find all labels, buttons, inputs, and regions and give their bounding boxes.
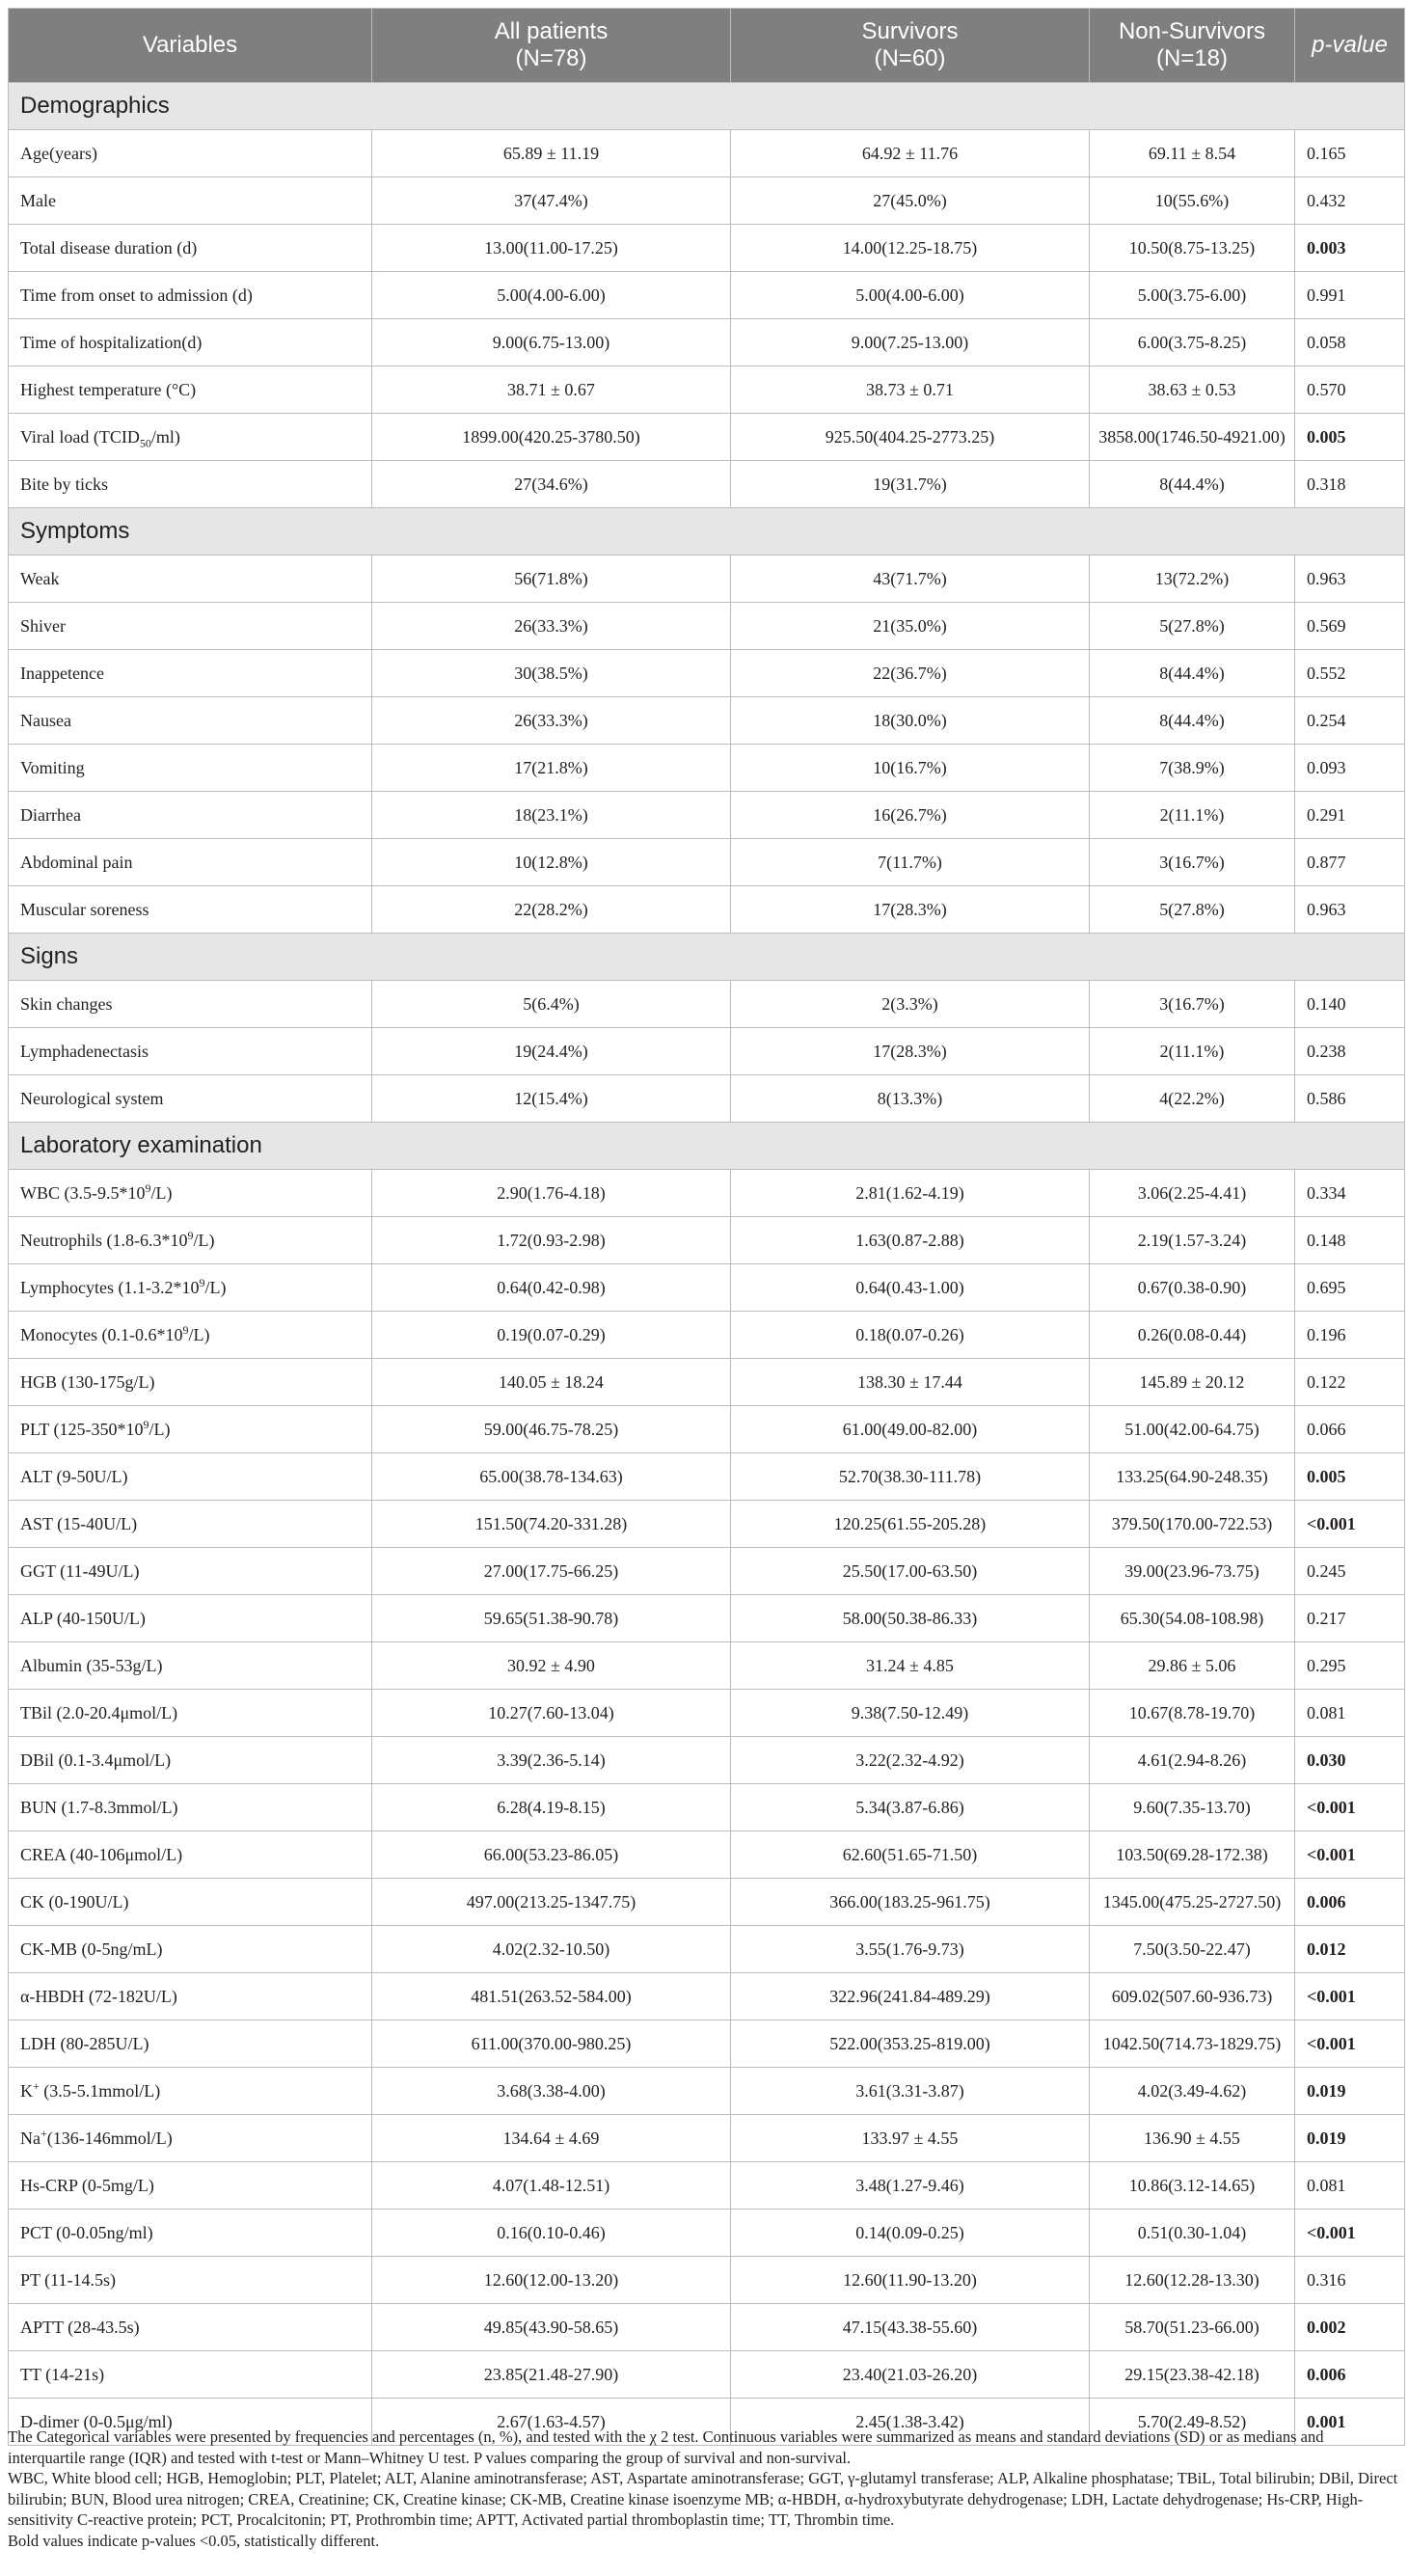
non-survivors-cell: 2.19(1.57-3.24) (1090, 1217, 1295, 1264)
non-survivors-cell: 5.00(3.75-6.00) (1090, 272, 1295, 319)
non-survivors-cell: 8(44.4%) (1090, 461, 1295, 508)
non-survivors-cell: 8(44.4%) (1090, 697, 1295, 745)
survivors-cell: 0.64(0.43-1.00) (731, 1264, 1090, 1312)
survivors-cell: 3.61(3.31-3.87) (731, 2068, 1090, 2115)
table-row (9, 225, 1405, 272)
survivors-cell: 12.60(11.90-13.20) (731, 2257, 1090, 2304)
survivors-cell: 2.45(1.38-3.42) (731, 2399, 1090, 2446)
table-row (9, 792, 1405, 839)
all-patients-cell: 0.16(0.10-0.46) (372, 2210, 731, 2257)
variable-cell: Neutrophils $(1.8-6.3*10^9/L)$ (9, 1217, 372, 1264)
variable-cell: Lymphadenectasis (9, 1028, 372, 1075)
p-value-cell: 0.963 (1295, 886, 1405, 934)
survivors-cell: 9.00(7.25-13.00) (731, 319, 1090, 366)
p-value-cell: 0.695 (1295, 1264, 1405, 1312)
variable-cell: Hs-CRP (0-5mg/L) (9, 2162, 372, 2210)
survivors-cell: 522.00(353.25-819.00) (731, 2020, 1090, 2068)
table-row (9, 2210, 1405, 2257)
non-survivors-cell: 3858.00(1746.50-4921.00) (1090, 414, 1295, 461)
table-row (9, 2115, 1405, 2162)
non-survivors-cell: 10.86(3.12-14.65) (1090, 2162, 1295, 2210)
variable-cell: CK-MB (0-5ng/mL) (9, 1926, 372, 1973)
all-patients-cell: 27(34.6%) (372, 461, 731, 508)
non-survivors-cell: 65.30(54.08-108.98) (1090, 1595, 1295, 1642)
p-value-cell: 0.019 (1295, 2115, 1405, 2162)
survivors-cell: 19(31.7%) (731, 461, 1090, 508)
survivors-cell: 0.18(0.07-0.26) (731, 1312, 1090, 1359)
non-survivors-cell: 3(16.7%) (1090, 981, 1295, 1028)
section-title: Laboratory examination (9, 1123, 1405, 1170)
table-row (9, 319, 1405, 366)
p-value-cell: 0.066 (1295, 1406, 1405, 1453)
p-value-cell: <0.001 (1295, 1973, 1405, 2020)
variable-cell: D-dimer (0-0.5μg/ml) (9, 2399, 372, 2446)
variable-cell: Skin changes (9, 981, 372, 1028)
non-survivors-cell: 7.50(3.50-22.47) (1090, 1926, 1295, 1973)
survivors-cell: 9.38(7.50-12.49) (731, 1690, 1090, 1737)
table-row (9, 650, 1405, 697)
variable-cell: Diarrhea (9, 792, 372, 839)
p-value-cell: 0.081 (1295, 1690, 1405, 1737)
p-value-cell: 0.005 (1295, 1453, 1405, 1501)
table-row (9, 414, 1405, 461)
all-patients-cell: 5.00(4.00-6.00) (372, 272, 731, 319)
survivors-cell: 2(3.3%) (731, 981, 1090, 1028)
table-row (9, 366, 1405, 414)
all-patients-cell: 30.92 ± 4.90 (372, 1642, 731, 1690)
all-patients-cell: 5(6.4%) (372, 981, 731, 1028)
header-non-survivors: Non-Survivors (N=18) (1090, 9, 1295, 83)
non-survivors-cell: 1042.50(714.73-1829.75) (1090, 2020, 1295, 2068)
survivors-cell: 61.00(49.00-82.00) (731, 1406, 1090, 1453)
variable-cell: Abdominal pain (9, 839, 372, 886)
all-patients-cell: 22(28.2%) (372, 886, 731, 934)
all-patients-cell: 4.02(2.32-10.50) (372, 1926, 731, 1973)
non-survivors-cell: 0.26(0.08-0.44) (1090, 1312, 1295, 1359)
variable-cell: Monocytes $(0.1-0.6*10^9/L)$ (9, 1312, 372, 1359)
non-survivors-cell: 0.51(0.30-1.04) (1090, 2210, 1295, 2257)
variable-cell: Bite by ticks (9, 461, 372, 508)
p-value-cell: 0.006 (1295, 2351, 1405, 2399)
survivors-cell: 5.34(3.87-6.86) (731, 1784, 1090, 1831)
survivors-cell: 5.00(4.00-6.00) (731, 272, 1090, 319)
survivors-cell: 17(28.3%) (731, 1028, 1090, 1075)
header-variables: Variables (9, 9, 372, 83)
footnote-methods: The Categorical variables were presented by frequencies and percentages (n, %), and tested with the χ 2 test. Continuous variables were summarized as means and standard deviations (SD) or as medians and interquartile range (IQR) and tested with t-test or Mann–Whitney U test. P values comparing the group of survival and non-survival. (8, 2427, 1324, 2467)
table-row (9, 2162, 1405, 2210)
all-patients-cell: 134.64 ± 4.69 (372, 2115, 731, 2162)
p-value-cell: 0.245 (1295, 1548, 1405, 1595)
p-value-cell: 0.140 (1295, 981, 1405, 1028)
section-title: Demographics (9, 83, 1405, 130)
variable-cell: CK (0-190U/L) (9, 1879, 372, 1926)
p-value-cell: <0.001 (1295, 1784, 1405, 1831)
variable-cell: Na+(136-146mmol/L) (9, 2115, 372, 2162)
non-survivors-cell: 13(72.2%) (1090, 556, 1295, 603)
variable-cell: Total disease duration (d) (9, 225, 372, 272)
p-value-cell: 0.002 (1295, 2304, 1405, 2351)
non-survivors-cell: 29.15(23.38-42.18) (1090, 2351, 1295, 2399)
table-row (9, 745, 1405, 792)
all-patients-cell: 611.00(370.00-980.25) (372, 2020, 731, 2068)
non-survivors-cell: 8(44.4%) (1090, 650, 1295, 697)
all-patients-cell: 30(38.5%) (372, 650, 731, 697)
variable-cell: GGT (11-49U/L) (9, 1548, 372, 1595)
variable-cell: Viral load $(TCID_{50}/ml)$ (9, 414, 372, 461)
p-value-cell: 0.122 (1295, 1359, 1405, 1406)
all-patients-cell: 0.19(0.07-0.29) (372, 1312, 731, 1359)
survivors-cell: 10(16.7%) (731, 745, 1090, 792)
table-row (9, 461, 1405, 508)
survivors-cell: 14.00(12.25-18.75) (731, 225, 1090, 272)
clinical-characteristics-table (8, 8, 1405, 2446)
p-value-cell: 0.586 (1295, 1075, 1405, 1123)
table-row (9, 130, 1405, 177)
non-survivors-cell: 0.67(0.38-0.90) (1090, 1264, 1295, 1312)
non-survivors-cell: 5(27.8%) (1090, 603, 1295, 650)
all-patients-cell: 4.07(1.48-12.51) (372, 2162, 731, 2210)
all-patients-cell: 59.65(51.38-90.78) (372, 1595, 731, 1642)
all-patients-cell: 13.00(11.00-17.25) (372, 225, 731, 272)
survivors-cell: 31.24 ± 4.85 (731, 1642, 1090, 1690)
variable-cell: Vomiting (9, 745, 372, 792)
table-row (9, 1690, 1405, 1737)
variable-cell: ALP (40-150U/L) (9, 1595, 372, 1642)
p-value-cell: 0.012 (1295, 1926, 1405, 1973)
non-survivors-cell: 5.70(2.49-8.52) (1090, 2399, 1295, 2446)
table-row (9, 697, 1405, 745)
survivors-cell: 8(13.3%) (731, 1075, 1090, 1123)
non-survivors-cell: 1345.00(475.25-2727.50) (1090, 1879, 1295, 1926)
survivors-cell: 22(36.7%) (731, 650, 1090, 697)
all-patients-cell: 65.89 ± 11.19 (372, 130, 731, 177)
non-survivors-cell: 2(11.1%) (1090, 1028, 1295, 1075)
all-patients-cell: 17(21.8%) (372, 745, 731, 792)
all-patients-cell: 9.00(6.75-13.00) (372, 319, 731, 366)
p-value-cell: <0.001 (1295, 1831, 1405, 1879)
p-value-cell: 0.552 (1295, 650, 1405, 697)
p-value-cell: 0.316 (1295, 2257, 1405, 2304)
non-survivors-cell: 4.61(2.94-8.26) (1090, 1737, 1295, 1784)
variable-cell: Neurological system (9, 1075, 372, 1123)
variable-cell: DBil (0.1-3.4μmol/L) (9, 1737, 372, 1784)
survivors-cell: 3.55(1.76-9.73) (731, 1926, 1090, 1973)
all-patients-cell: 49.85(43.90-58.65) (372, 2304, 731, 2351)
section-header-row (9, 1123, 1405, 1170)
all-patients-cell: 2.90(1.76-4.18) (372, 1170, 731, 1217)
non-survivors-cell: 609.02(507.60-936.73) (1090, 1973, 1295, 2020)
header-p-value: p-value (1295, 9, 1405, 83)
table-row (9, 1501, 1405, 1548)
table-row (9, 1548, 1405, 1595)
variable-cell: ALT (9-50U/L) (9, 1453, 372, 1501)
table-row (9, 1264, 1405, 1312)
p-value-cell: 0.005 (1295, 414, 1405, 461)
non-survivors-cell: 69.11 ± 8.54 (1090, 130, 1295, 177)
variable-cell: Nausea (9, 697, 372, 745)
table-row (9, 1642, 1405, 1690)
p-value-cell: 0.217 (1295, 1595, 1405, 1642)
all-patients-cell: 56(71.8%) (372, 556, 731, 603)
survivors-cell: 2.81(1.62-4.19) (731, 1170, 1090, 1217)
all-patients-cell: 1899.00(420.25-3780.50) (372, 414, 731, 461)
survivors-cell: 43(71.7%) (731, 556, 1090, 603)
non-survivors-cell: 7(38.9%) (1090, 745, 1295, 792)
non-survivors-cell: 39.00(23.96-73.75) (1090, 1548, 1295, 1595)
table-row (9, 1453, 1405, 1501)
table-row (9, 177, 1405, 225)
variable-cell: Male (9, 177, 372, 225)
survivors-cell: 58.00(50.38-86.33) (731, 1595, 1090, 1642)
p-value-cell: 0.148 (1295, 1217, 1405, 1264)
survivors-cell: 366.00(183.25-961.75) (731, 1879, 1090, 1926)
p-value-cell: 0.254 (1295, 697, 1405, 745)
survivors-cell: 322.96(241.84-489.29) (731, 1973, 1090, 2020)
variable-cell: Inappetence (9, 650, 372, 697)
p-value-cell: 0.006 (1295, 1879, 1405, 1926)
non-survivors-cell: 6.00(3.75-8.25) (1090, 319, 1295, 366)
p-value-cell: 0.963 (1295, 556, 1405, 603)
p-value-cell: 0.081 (1295, 2162, 1405, 2210)
p-value-cell: 0.093 (1295, 745, 1405, 792)
table-footnotes (8, 2427, 1404, 2551)
non-survivors-cell: 3.06(2.25-4.41) (1090, 1170, 1295, 1217)
variable-cell: APTT (28-43.5s) (9, 2304, 372, 2351)
survivors-cell: 18(30.0%) (731, 697, 1090, 745)
table-row (9, 981, 1405, 1028)
table-row (9, 1359, 1405, 1406)
header-all-patients: All patients (N=78) (372, 9, 731, 83)
variable-cell: TT (14-21s) (9, 2351, 372, 2399)
survivors-cell: 138.30 ± 17.44 (731, 1359, 1090, 1406)
table-row (9, 1217, 1405, 1264)
survivors-cell: 52.70(38.30-111.78) (731, 1453, 1090, 1501)
non-survivors-cell: 3(16.7%) (1090, 839, 1295, 886)
p-value-cell: <0.001 (1295, 1501, 1405, 1548)
variable-cell: Shiver (9, 603, 372, 650)
variable-cell: WBC $(3.5-9.5*10^9/L)$ (9, 1170, 372, 1217)
all-patients-cell: 65.00(38.78-134.63) (372, 1453, 731, 1501)
variable-cell: Time from onset to admission (d) (9, 272, 372, 319)
table-row (9, 1973, 1405, 2020)
variable-cell: Lymphocytes $(1.1-3.2*10^9/L)$ (9, 1264, 372, 1312)
non-survivors-cell: 145.89 ± 20.12 (1090, 1359, 1295, 1406)
p-value-cell: 0.432 (1295, 177, 1405, 225)
p-value-cell: 0.001 (1295, 2399, 1405, 2446)
non-survivors-cell: 58.70(51.23-66.00) (1090, 2304, 1295, 2351)
footnote-abbreviations: WBC, White blood cell; HGB, Hemoglobin; PLT, Platelet; ALT, Alanine aminotransferase; AST, Aspartate aminotransferase; GGT, γ-glutamyl transferase; ALP, Alkaline phosphatase; TBiL, Total bilirubin; DBil, Direct bilirubin; BUN, Blood urea nitrogen; CREA, Creatinine; CK, Creatine kinase; CK-MB, Creatine kinase isoenzyme MB; α-HBDH, α-hydroxybutyrate dehydrogenase; LDH, Lactate dehydrogenase; Hs-CRP, High-sensitivity C-reactive protein; PCT, Procalcitonin; PT, Prothrombin time; APTT, Activated partial thromboplastin time; TT, Thrombin time. (8, 2469, 1398, 2529)
table-row (9, 1737, 1405, 1784)
p-value-cell: <0.001 (1295, 2210, 1405, 2257)
footnote-bold-note: Bold values indicate p-values <0.05, statistically different. (8, 2531, 380, 2550)
survivors-cell: 27(45.0%) (731, 177, 1090, 225)
non-survivors-cell: 9.60(7.35-13.70) (1090, 1784, 1295, 1831)
survivors-cell: 7(11.7%) (731, 839, 1090, 886)
table-row (9, 1406, 1405, 1453)
table-row (9, 1312, 1405, 1359)
all-patients-cell: 2.67(1.63-4.57) (372, 2399, 731, 2446)
non-survivors-cell: 5(27.8%) (1090, 886, 1295, 934)
p-value-cell: 0.570 (1295, 366, 1405, 414)
p-value-cell: 0.196 (1295, 1312, 1405, 1359)
non-survivors-cell: 29.86 ± 5.06 (1090, 1642, 1295, 1690)
p-value-cell: <0.001 (1295, 2020, 1405, 2068)
variable-cell: PT (11-14.5s) (9, 2257, 372, 2304)
all-patients-cell: 1.72(0.93-2.98) (372, 1217, 731, 1264)
p-value-cell: 0.334 (1295, 1170, 1405, 1217)
all-patients-cell: 37(47.4%) (372, 177, 731, 225)
section-header-row (9, 83, 1405, 130)
survivors-cell: 925.50(404.25-2773.25) (731, 414, 1090, 461)
table-header (9, 9, 1405, 83)
survivors-cell: 64.92 ± 11.76 (731, 130, 1090, 177)
survivors-cell: 21(35.0%) (731, 603, 1090, 650)
variable-cell: LDH (80-285U/L) (9, 2020, 372, 2068)
p-value-cell: 0.991 (1295, 272, 1405, 319)
table-row (9, 2257, 1405, 2304)
table-row (9, 2020, 1405, 2068)
non-survivors-cell: 10.67(8.78-19.70) (1090, 1690, 1295, 1737)
table-row (9, 1831, 1405, 1879)
variable-cell: TBil (2.0-20.4μmol/L) (9, 1690, 372, 1737)
non-survivors-cell: 10.50(8.75-13.25) (1090, 225, 1295, 272)
variable-cell: Albumin (35-53g/L) (9, 1642, 372, 1690)
variable-cell: Age(years) (9, 130, 372, 177)
all-patients-cell: 18(23.1%) (372, 792, 731, 839)
variable-cell: BUN (1.7-8.3mmol/L) (9, 1784, 372, 1831)
non-survivors-cell: 51.00(42.00-64.75) (1090, 1406, 1295, 1453)
survivors-cell: 133.97 ± 4.55 (731, 2115, 1090, 2162)
variable-cell: K+ (3.5-5.1mmol/L) (9, 2068, 372, 2115)
table-row (9, 603, 1405, 650)
variable-cell: HGB (130-175g/L) (9, 1359, 372, 1406)
section-title: Symptoms (9, 508, 1405, 556)
table-row (9, 2068, 1405, 2115)
section-title: Signs (9, 934, 1405, 981)
p-value-cell: 0.058 (1295, 319, 1405, 366)
table-row (9, 272, 1405, 319)
variable-cell: PCT (0-0.05ng/ml) (9, 2210, 372, 2257)
variable-cell: α-HBDH (72-182U/L) (9, 1973, 372, 2020)
survivors-cell: 23.40(21.03-26.20) (731, 2351, 1090, 2399)
all-patients-cell: 481.51(263.52-584.00) (372, 1973, 731, 2020)
all-patients-cell: 497.00(213.25-1347.75) (372, 1879, 731, 1926)
p-value-cell: 0.318 (1295, 461, 1405, 508)
survivors-cell: 16(26.7%) (731, 792, 1090, 839)
variable-cell: CREA (40-106μmol/L) (9, 1831, 372, 1879)
survivors-cell: 120.25(61.55-205.28) (731, 1501, 1090, 1548)
table-row (9, 1926, 1405, 1973)
all-patients-cell: 19(24.4%) (372, 1028, 731, 1075)
survivors-cell: 47.15(43.38-55.60) (731, 2304, 1090, 2351)
table-row (9, 1028, 1405, 1075)
all-patients-cell: 6.28(4.19-8.15) (372, 1784, 731, 1831)
p-value-cell: 0.030 (1295, 1737, 1405, 1784)
non-survivors-cell: 379.50(170.00-722.53) (1090, 1501, 1295, 1548)
non-survivors-cell: 133.25(64.90-248.35) (1090, 1453, 1295, 1501)
section-header-row (9, 934, 1405, 981)
survivors-cell: 25.50(17.00-63.50) (731, 1548, 1090, 1595)
all-patients-cell: 3.68(3.38-4.00) (372, 2068, 731, 2115)
p-value-cell: 0.295 (1295, 1642, 1405, 1690)
variable-cell: Highest temperature (°C) (9, 366, 372, 414)
all-patients-cell: 59.00(46.75-78.25) (372, 1406, 731, 1453)
variable-cell: Time of hospitalization(d) (9, 319, 372, 366)
table-row (9, 839, 1405, 886)
non-survivors-cell: 103.50(69.28-172.38) (1090, 1831, 1295, 1879)
variable-cell: Weak (9, 556, 372, 603)
p-value-cell: 0.165 (1295, 130, 1405, 177)
non-survivors-cell: 38.63 ± 0.53 (1090, 366, 1295, 414)
all-patients-cell: 3.39(2.36-5.14) (372, 1737, 731, 1784)
all-patients-cell: 66.00(53.23-86.05) (372, 1831, 731, 1879)
survivors-cell: 1.63(0.87-2.88) (731, 1217, 1090, 1264)
p-value-cell: 0.569 (1295, 603, 1405, 650)
non-survivors-cell: 4(22.2%) (1090, 1075, 1295, 1123)
survivors-cell: 0.14(0.09-0.25) (731, 2210, 1090, 2257)
non-survivors-cell: 10(55.6%) (1090, 177, 1295, 225)
variable-cell: PLT $(125-350*10^9/L)$ (9, 1406, 372, 1453)
survivors-cell: 38.73 ± 0.71 (731, 366, 1090, 414)
all-patients-cell: 10(12.8%) (372, 839, 731, 886)
table-row (9, 2304, 1405, 2351)
p-value-cell: 0.003 (1295, 225, 1405, 272)
survivors-cell: 3.48(1.27-9.46) (731, 2162, 1090, 2210)
non-survivors-cell: 136.90 ± 4.55 (1090, 2115, 1295, 2162)
table-row (9, 1784, 1405, 1831)
p-value-cell: 0.291 (1295, 792, 1405, 839)
p-value-cell: 0.019 (1295, 2068, 1405, 2115)
non-survivors-cell: 12.60(12.28-13.30) (1090, 2257, 1295, 2304)
all-patients-cell: 12.60(12.00-13.20) (372, 2257, 731, 2304)
non-survivors-cell: 2(11.1%) (1090, 792, 1295, 839)
table-row (9, 1075, 1405, 1123)
all-patients-cell: 10.27(7.60-13.04) (372, 1690, 731, 1737)
all-patients-cell: 26(33.3%) (372, 603, 731, 650)
all-patients-cell: 151.50(74.20-331.28) (372, 1501, 731, 1548)
all-patients-cell: 12(15.4%) (372, 1075, 731, 1123)
all-patients-cell: 26(33.3%) (372, 697, 731, 745)
p-value-cell: 0.238 (1295, 1028, 1405, 1075)
variable-cell: Muscular soreness (9, 886, 372, 934)
table-row (9, 1170, 1405, 1217)
all-patients-cell: 27.00(17.75-66.25) (372, 1548, 731, 1595)
survivors-cell: 17(28.3%) (731, 886, 1090, 934)
table-row (9, 1595, 1405, 1642)
variable-cell: AST (15-40U/L) (9, 1501, 372, 1548)
survivors-cell: 3.22(2.32-4.92) (731, 1737, 1090, 1784)
table-row (9, 556, 1405, 603)
p-value-cell: 0.877 (1295, 839, 1405, 886)
header-survivors: Survivors (N=60) (731, 9, 1090, 83)
table-row (9, 886, 1405, 934)
section-header-row (9, 508, 1405, 556)
all-patients-cell: 140.05 ± 18.24 (372, 1359, 731, 1406)
all-patients-cell: 23.85(21.48-27.90) (372, 2351, 731, 2399)
table-body (9, 83, 1405, 2446)
all-patients-cell: 0.64(0.42-0.98) (372, 1264, 731, 1312)
all-patients-cell: 38.71 ± 0.67 (372, 366, 731, 414)
table-row (9, 2351, 1405, 2399)
survivors-cell: 62.60(51.65-71.50) (731, 1831, 1090, 1879)
table-row (9, 1879, 1405, 1926)
non-survivors-cell: 4.02(3.49-4.62) (1090, 2068, 1295, 2115)
